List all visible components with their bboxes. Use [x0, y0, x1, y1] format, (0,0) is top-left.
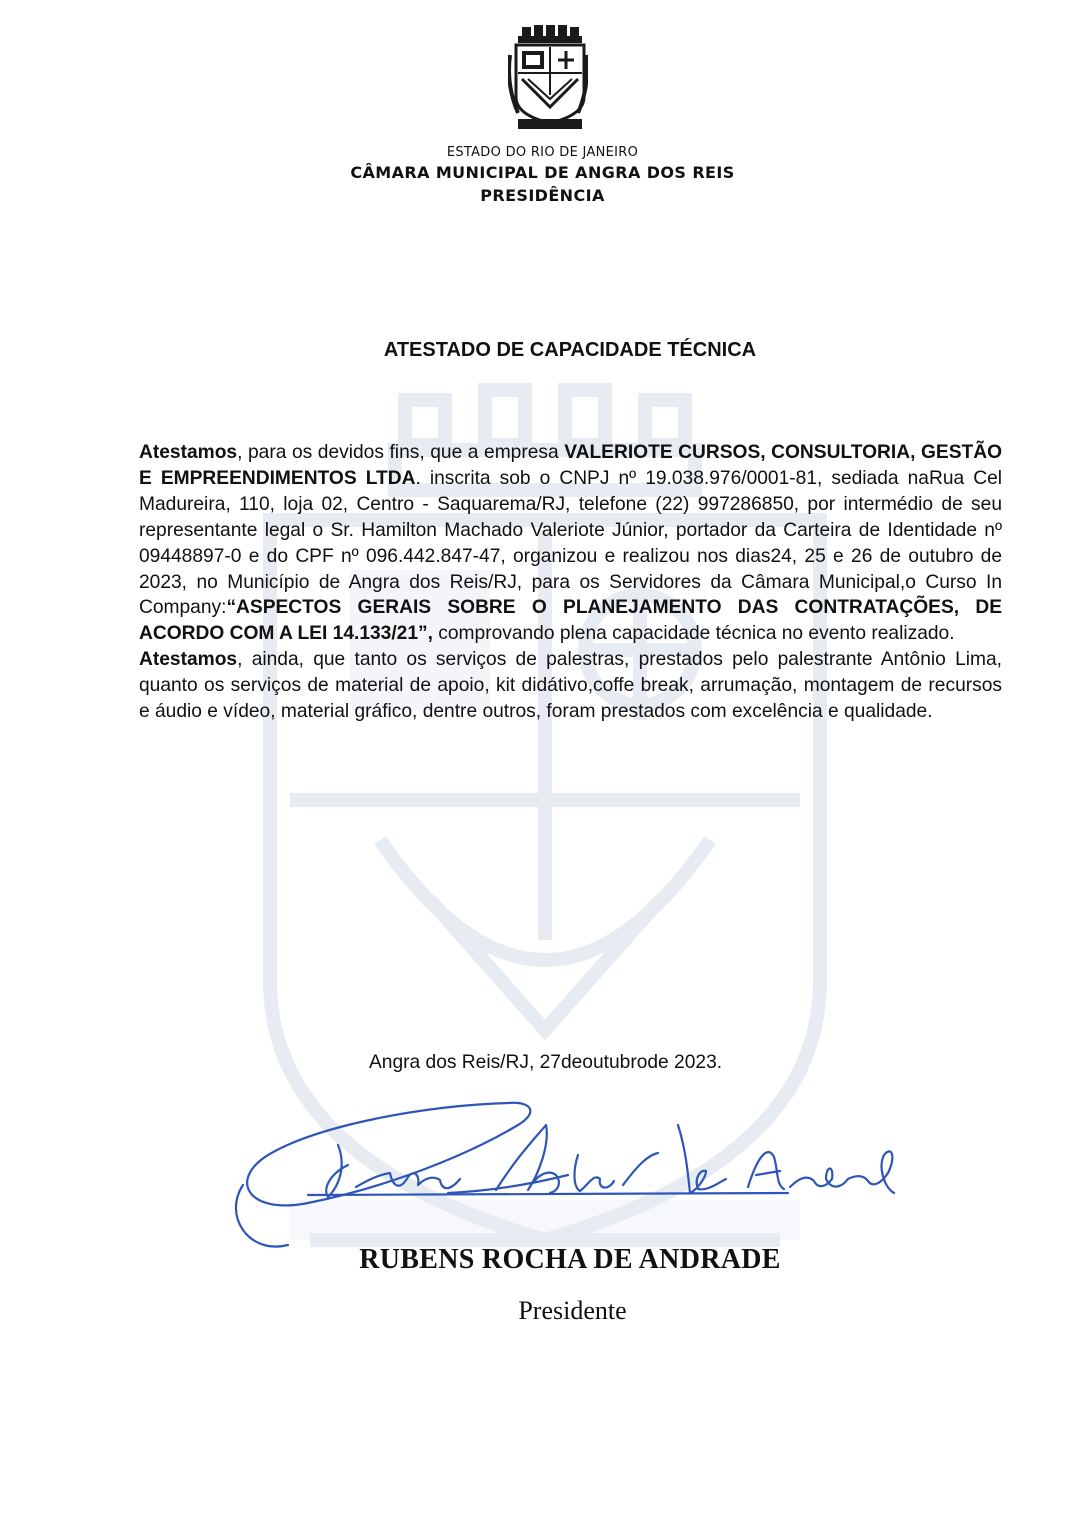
- company-name: VALERIOTE CURSOS, CONSULTORIA, GESTÃO E EMPREENDIMENTOS LTDA: [139, 442, 1002, 489]
- header-office: PRESIDÊNCIA: [480, 186, 605, 205]
- coat-of-arms-crest: [508, 25, 588, 133]
- paragraph-text: comprovando plena capacidade técnica no evento realizado.: [432, 623, 955, 645]
- attestation-paragraph: [139, 440, 1002, 647]
- signer-title: Presidente: [518, 1296, 627, 1325]
- paragraph-text: , para os devidos fins, que a empresa: [237, 442, 565, 463]
- header-state: ESTADO DO RIO DE JANEIRO: [446, 145, 639, 160]
- signer-name: RUBENS ROCHA DE ANDRADE: [359, 1244, 781, 1275]
- document-body: [139, 440, 1002, 725]
- place-and-date: Angra dos Reis/RJ, 27deoutubrode 2023.: [369, 1052, 723, 1073]
- document-title: ATESTADO DE CAPACIDADE TÉCNICA: [383, 339, 757, 361]
- header-chamber-name: CÂMARA MUNICIPAL DE ANGRA DOS REIS: [350, 163, 735, 182]
- course-title: “ASPECTOS GERAIS SOBRE O PLANEJAMENTO DAS CONTRATAÇÕES, DE ACORDO COM A LEI 14.133/21”,: [139, 597, 1002, 645]
- paragraph-text: . inscrita sob o CNPJ nº 19.038.976/0001-81, sediada naRua Cel Madureira, 110, loja 02, Centro - Saquarema/RJ, telefone (22) 997286850, por intermédio de seu representante legal o Sr. Hamilton Machado Valeriote Júnior, portador da Carteira de Identidade nº 09448897-0 e do CPF nº 096.442.847-47, organizou e realizou nos dias24, 25 e 26 de outubro de 2023, no Município de Angra dos Reis/RJ, para os Servidores da Câmara Municipal,o Curso In Company:: [139, 467, 1002, 619]
- paragraph-lead: Atestamos: [139, 442, 238, 463]
- paragraph-lead: Atestamos: [139, 649, 238, 671]
- services-paragraph: [139, 647, 1002, 725]
- paragraph-text: , ainda, que tanto os serviços de palestras, prestados pelo palestrante Antônio Lima, quanto os serviços de material de apoio, kit didátivo,coffe break, arrumação, montagem de recursos e áudio e vídeo, material gráfico, dentre outros, foram prestados com excelência e qualidade.: [139, 649, 1002, 723]
